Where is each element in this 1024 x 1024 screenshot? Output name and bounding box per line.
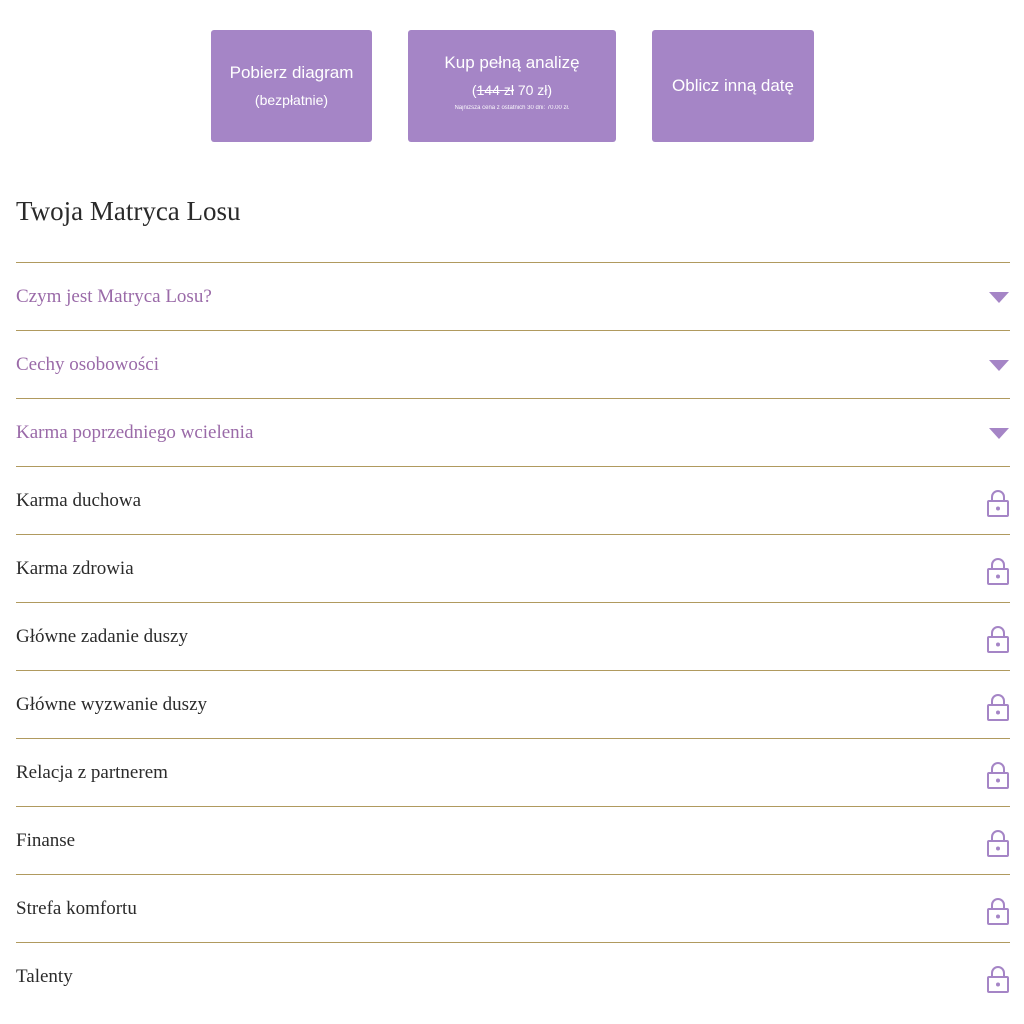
locked-item[interactable]	[16, 943, 1010, 1011]
locked-item[interactable]	[16, 875, 1010, 943]
download-diagram-label: Pobierz diagram	[229, 63, 354, 82]
other-date-button[interactable]	[652, 30, 814, 142]
accordion-item-label: Czym jest Matryca Losu?	[16, 285, 212, 307]
lock-icon	[987, 897, 1009, 925]
locked-item-label: Finanse	[16, 829, 76, 851]
section-title: Twoja Matryca Losu	[16, 196, 241, 226]
chevron-down-icon	[989, 428, 1009, 439]
locked-item[interactable]	[16, 467, 1010, 535]
buy-analysis-label: Kup pełną analizę	[444, 52, 580, 72]
chevron-down-icon	[989, 292, 1009, 303]
locked-item-label: Główne zadanie duszy	[16, 625, 188, 647]
download-diagram-button[interactable]	[211, 30, 372, 142]
locked-item-label: Karma duchowa	[16, 489, 142, 511]
lock-icon	[987, 693, 1009, 721]
lock-icon	[987, 557, 1009, 585]
buy-analysis-button[interactable]	[408, 30, 616, 142]
locked-item-label: Talenty	[16, 966, 73, 987]
locked-item[interactable]	[16, 807, 1010, 875]
accordion-item[interactable]	[16, 399, 1010, 467]
accordion-item-label: Cechy osobowości	[16, 353, 160, 375]
accordion-list	[16, 262, 1010, 1011]
new-price: 70 zł)	[513, 81, 553, 98]
locked-item-label: Strefa komfortu	[16, 897, 137, 919]
price-open-paren: (	[471, 81, 477, 98]
locked-item[interactable]	[16, 739, 1010, 807]
lowest-price-note: Najniższa cena z ostatnich 30 dni: 70.00 zł.	[454, 104, 570, 111]
other-date-label: Oblicz inną datę	[672, 76, 794, 95]
lock-icon	[987, 489, 1009, 517]
locked-item[interactable]	[16, 671, 1010, 739]
locked-item-label: Główne wyzwanie duszy	[16, 693, 208, 715]
lock-icon	[987, 625, 1009, 653]
download-diagram-sublabel: (bezpłatnie)	[254, 92, 329, 108]
lock-icon	[987, 829, 1009, 857]
buy-analysis-price	[472, 80, 552, 100]
accordion-item-label: Karma poprzedniego wcielenia	[16, 421, 254, 443]
lock-icon	[987, 761, 1009, 789]
old-price: 144 zł	[476, 81, 514, 98]
accordion-item[interactable]	[16, 331, 1010, 399]
locked-item-label: Relacja z partnerem	[16, 761, 168, 783]
lock-icon	[987, 965, 1009, 993]
chevron-down-icon	[989, 360, 1009, 371]
locked-item[interactable]	[16, 535, 1010, 603]
accordion-item[interactable]	[16, 263, 1010, 331]
locked-item[interactable]	[16, 603, 1010, 671]
locked-item-label: Karma zdrowia	[16, 557, 134, 579]
